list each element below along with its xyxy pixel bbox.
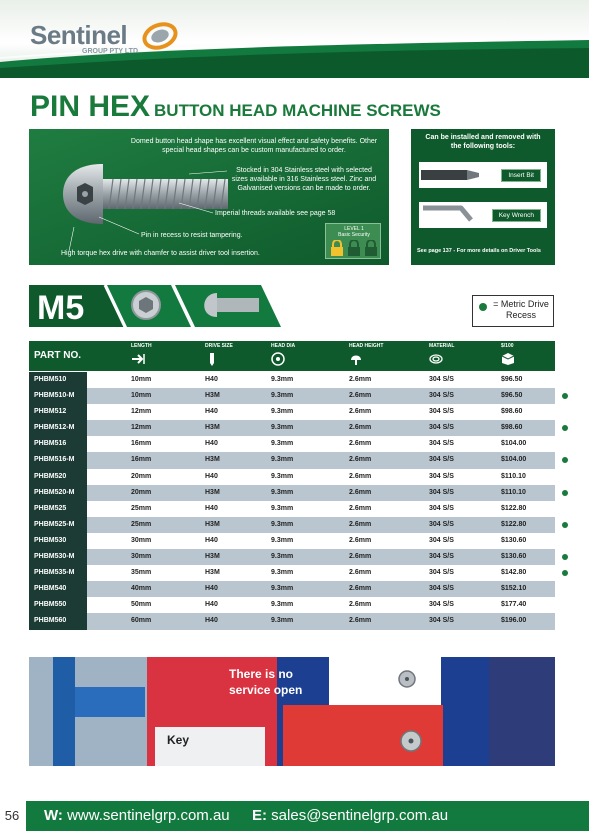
table-header <box>29 341 555 371</box>
cell-length: 12mm <box>131 424 152 432</box>
parts-table <box>29 372 555 630</box>
header-head-height: HEAD HEIGHT <box>349 343 384 349</box>
cell-head-dia: 9.3mm <box>271 520 294 528</box>
table-row[interactable] <box>29 485 555 501</box>
cell-material: 304 S/S <box>429 601 454 609</box>
cell-material: 304 S/S <box>429 472 454 480</box>
feature-panel <box>29 129 389 265</box>
cell-length: 20mm <box>131 488 152 496</box>
table-row[interactable] <box>29 517 555 533</box>
cell-head-dia: 9.3mm <box>271 472 294 480</box>
cell-price: $122.80 <box>501 520 527 528</box>
cell-part-no: PHBM510-M <box>29 388 87 404</box>
cell-part-no: PHBM512-M <box>29 420 87 436</box>
cell-length: 25mm <box>131 520 152 528</box>
sign-text-line2: service open <box>229 683 303 697</box>
cell-length: 30mm <box>131 553 152 561</box>
tools-heading: Can be installed and removed with the following tools: <box>425 134 541 150</box>
cell-head-dia: 9.3mm <box>271 553 294 561</box>
cell-drive-size: H40 <box>205 408 218 416</box>
cell-part-no: PHBM535-M <box>29 565 87 581</box>
metric-dot-icon <box>562 570 568 576</box>
sentinel-logo[interactable] <box>28 18 178 58</box>
header-material: MATERIAL <box>429 343 455 349</box>
tools-panel <box>411 129 555 265</box>
material-coil-icon <box>429 352 443 366</box>
cell-part-no: PHBM525 <box>29 501 87 517</box>
web-label: W: <box>44 807 63 824</box>
cell-head-height: 2.6mm <box>349 520 372 528</box>
table-row[interactable] <box>29 613 555 629</box>
page-header <box>0 0 589 78</box>
cell-length: 40mm <box>131 585 152 593</box>
cell-length: 25mm <box>131 504 152 512</box>
cell-head-height: 2.6mm <box>349 553 372 561</box>
cell-material: 304 S/S <box>429 536 454 544</box>
cell-material: 304 S/S <box>429 617 454 625</box>
metric-dot-icon <box>479 303 487 311</box>
cell-price: $104.00 <box>501 456 527 464</box>
cell-length: 50mm <box>131 601 152 609</box>
table-row[interactable] <box>29 501 555 517</box>
cell-head-height: 2.6mm <box>349 504 372 512</box>
head-diameter-icon <box>271 352 285 366</box>
cell-head-height: 2.6mm <box>349 601 372 609</box>
cell-length: 30mm <box>131 536 152 544</box>
cell-head-dia: 9.3mm <box>271 569 294 577</box>
cell-price: $142.80 <box>501 569 527 577</box>
cell-price: $98.60 <box>501 424 523 432</box>
cell-head-height: 2.6mm <box>349 585 372 593</box>
metric-dot-icon <box>562 554 568 560</box>
cell-head-height: 2.6mm <box>349 440 372 448</box>
cell-material: 304 S/S <box>429 553 454 561</box>
header-length: LENGTH <box>131 343 152 349</box>
cell-price: $130.60 <box>501 536 527 544</box>
cell-price: $122.80 <box>501 504 527 512</box>
table-row[interactable] <box>29 469 555 485</box>
feature-note-hex-drive: High torque hex drive with chamfer to assist driver tool insertion. <box>61 250 260 257</box>
cell-head-dia: 9.3mm <box>271 536 294 544</box>
cell-material: 304 S/S <box>429 569 454 577</box>
cell-part-no: PHBM520 <box>29 469 87 485</box>
cell-head-dia: 9.3mm <box>271 408 294 416</box>
table-row[interactable] <box>29 549 555 565</box>
cell-drive-size: H3M <box>205 520 220 528</box>
key-wrench-label: Key Wrench <box>492 209 541 222</box>
table-row[interactable] <box>29 597 555 613</box>
tools-footnote: See page 137 - For more details on Driver Tools <box>417 248 541 254</box>
cell-material: 304 S/S <box>429 504 454 512</box>
footer-email[interactable] <box>252 807 448 824</box>
cell-part-no: PHBM560 <box>29 613 87 629</box>
product-photo <box>29 657 555 766</box>
email-address: sales@sentinelgrp.com.au <box>271 807 449 824</box>
cell-head-dia: 9.3mm <box>271 585 294 593</box>
cell-price: $96.50 <box>501 392 523 400</box>
table-row[interactable] <box>29 436 555 452</box>
cell-drive-size: H3M <box>205 553 220 561</box>
cell-material: 304 S/S <box>429 408 454 416</box>
price-box-icon <box>501 352 515 366</box>
size-banner <box>29 285 289 327</box>
feature-note-head-shape: Domed button head shape has excellent visual effect and safety benefits. Other special head shapes can be custom manufactured to order. <box>130 138 378 154</box>
security-level-badge <box>325 223 381 259</box>
insert-bit-label: Insert Bit <box>501 169 541 182</box>
cell-head-height: 2.6mm <box>349 472 372 480</box>
cell-price: $177.40 <box>501 601 527 609</box>
table-row[interactable] <box>29 581 555 597</box>
cell-length: 16mm <box>131 456 152 464</box>
cell-material: 304 S/S <box>429 392 454 400</box>
cell-part-no: PHBM530 <box>29 533 87 549</box>
cell-length: 60mm <box>131 617 152 625</box>
table-row[interactable] <box>29 565 555 581</box>
length-arrow-icon <box>131 352 145 366</box>
cell-material: 304 S/S <box>429 520 454 528</box>
table-row[interactable] <box>29 452 555 468</box>
cell-part-no: PHBM516-M <box>29 452 87 468</box>
page-title <box>30 90 441 123</box>
cell-length: 10mm <box>131 376 152 383</box>
cell-drive-size: H3M <box>205 424 220 432</box>
cell-material: 304 S/S <box>429 488 454 496</box>
cell-head-dia: 9.3mm <box>271 440 294 448</box>
header-drive-size: DRIVE SIZE <box>205 343 233 349</box>
table-row[interactable] <box>29 388 555 404</box>
header-head-dia: HEAD DIA <box>271 343 296 349</box>
cell-head-height: 2.6mm <box>349 617 372 625</box>
logo-subtitle: GROUP PTY LTD <box>82 48 139 55</box>
cell-drive-size: H40 <box>205 536 218 544</box>
cell-drive-size: H40 <box>205 601 218 609</box>
cell-material: 304 S/S <box>429 440 454 448</box>
cell-part-no: PHBM510 <box>29 372 87 388</box>
cell-drive-size: H40 <box>205 504 218 512</box>
cell-drive-size: H3M <box>205 569 220 577</box>
cell-head-height: 2.6mm <box>349 488 372 496</box>
cell-head-height: 2.6mm <box>349 456 372 464</box>
key-wrench-icon <box>421 204 481 226</box>
cell-length: 16mm <box>131 440 152 448</box>
title-sub: BUTTON HEAD MACHINE SCREWS <box>154 101 441 120</box>
table-row[interactable] <box>29 533 555 549</box>
lock-inactive-icon <box>347 240 361 256</box>
drive-bit-icon <box>205 352 219 366</box>
feature-note-pin: Pin in recess to resist tampering. <box>141 232 243 239</box>
cell-price: $110.10 <box>501 472 526 480</box>
insert-bit-icon <box>421 166 481 184</box>
metric-dot-icon <box>562 425 568 431</box>
cell-drive-size: H40 <box>205 440 218 448</box>
key-box-label: Key <box>167 733 190 747</box>
cell-head-height: 2.6mm <box>349 376 372 383</box>
title-main: PIN HEX <box>30 90 151 123</box>
size-banner-text: M5 <box>37 289 85 327</box>
metric-dot-icon <box>562 457 568 463</box>
cell-head-height: 2.6mm <box>349 536 372 544</box>
lock-active-icon <box>330 240 344 256</box>
cell-head-height: 2.6mm <box>349 569 372 577</box>
sign-text-line1: There is no <box>229 667 294 681</box>
cell-length: 12mm <box>131 408 152 416</box>
cell-price: $152.10 <box>501 585 527 593</box>
cell-head-dia: 9.3mm <box>271 617 294 625</box>
footer-website[interactable] <box>44 807 230 824</box>
cell-part-no: PHBM550 <box>29 597 87 613</box>
cell-price: $110.10 <box>501 488 526 496</box>
cell-length: 10mm <box>131 392 152 400</box>
cell-price: $196.00 <box>501 617 527 625</box>
cell-price: $98.60 <box>501 408 523 416</box>
metric-dot-icon <box>562 393 568 399</box>
cell-part-no: PHBM540 <box>29 581 87 597</box>
cell-head-dia: 9.3mm <box>271 456 294 464</box>
cell-part-no: PHBM525-M <box>29 517 87 533</box>
cell-drive-size: H3M <box>205 392 220 400</box>
feature-note-imperial: Imperial threads available see page 58 <box>215 210 336 217</box>
cell-head-dia: 9.3mm <box>271 488 294 496</box>
cell-length: 20mm <box>131 472 152 480</box>
cell-part-no: PHBM516 <box>29 436 87 452</box>
metric-dot-icon <box>562 490 568 496</box>
cell-drive-size: H3M <box>205 488 220 496</box>
page-footer <box>0 801 589 831</box>
email-label: E: <box>252 807 267 824</box>
cell-length: 35mm <box>131 569 152 577</box>
metric-dot-icon <box>562 522 568 528</box>
lock-inactive-icon <box>364 240 378 256</box>
table-row[interactable] <box>29 372 555 388</box>
table-row[interactable] <box>29 404 555 420</box>
head-height-icon <box>349 352 363 366</box>
cell-price: $96.50 <box>501 376 523 383</box>
cell-drive-size: H40 <box>205 376 218 383</box>
page-number: 56 <box>0 801 24 831</box>
security-level-title: LEVEL 1 <box>344 226 364 232</box>
logo-swirl-icon <box>138 18 178 54</box>
cell-drive-size: H40 <box>205 617 218 625</box>
cell-head-dia: 9.3mm <box>271 376 294 383</box>
cell-part-no: PHBM530-M <box>29 549 87 565</box>
cell-head-dia: 9.3mm <box>271 424 294 432</box>
cell-head-height: 2.6mm <box>349 408 372 416</box>
cell-material: 304 S/S <box>429 456 454 464</box>
tool-key-wrench[interactable] <box>419 202 547 228</box>
cell-part-no: PHBM512 <box>29 404 87 420</box>
logo-wordmark: Sentinel <box>30 20 128 50</box>
cell-material: 304 S/S <box>429 424 454 432</box>
web-url: www.sentinelgrp.com.au <box>67 807 230 824</box>
cell-material: 304 S/S <box>429 585 454 593</box>
cell-drive-size: H40 <box>205 472 218 480</box>
cell-price: $104.00 <box>501 440 527 448</box>
table-row[interactable] <box>29 420 555 436</box>
header-price: $/100 <box>501 343 514 349</box>
cell-drive-size: H40 <box>205 585 218 593</box>
cell-head-height: 2.6mm <box>349 392 372 400</box>
cell-head-dia: 9.3mm <box>271 392 294 400</box>
cell-drive-size: H3M <box>205 456 220 464</box>
cell-head-dia: 9.3mm <box>271 601 294 609</box>
header-part-no: PART NO. <box>34 350 82 361</box>
metric-legend <box>472 295 554 327</box>
cell-part-no: PHBM520-M <box>29 485 87 501</box>
tool-insert-bit[interactable] <box>419 162 547 188</box>
metric-legend-text: = Metric Drive Recess <box>493 299 549 320</box>
cell-material: 304 S/S <box>429 376 454 383</box>
security-level-sub: Basic Security <box>338 232 370 238</box>
feature-note-stainless: Stocked in 304 Stainless steel with selected sizes available in 316 Stainless steel. Zinc and Galvanised versions can be made to order. <box>231 167 377 192</box>
cell-head-dia: 9.3mm <box>271 504 294 512</box>
cell-price: $130.60 <box>501 553 527 561</box>
cell-head-height: 2.6mm <box>349 424 372 432</box>
